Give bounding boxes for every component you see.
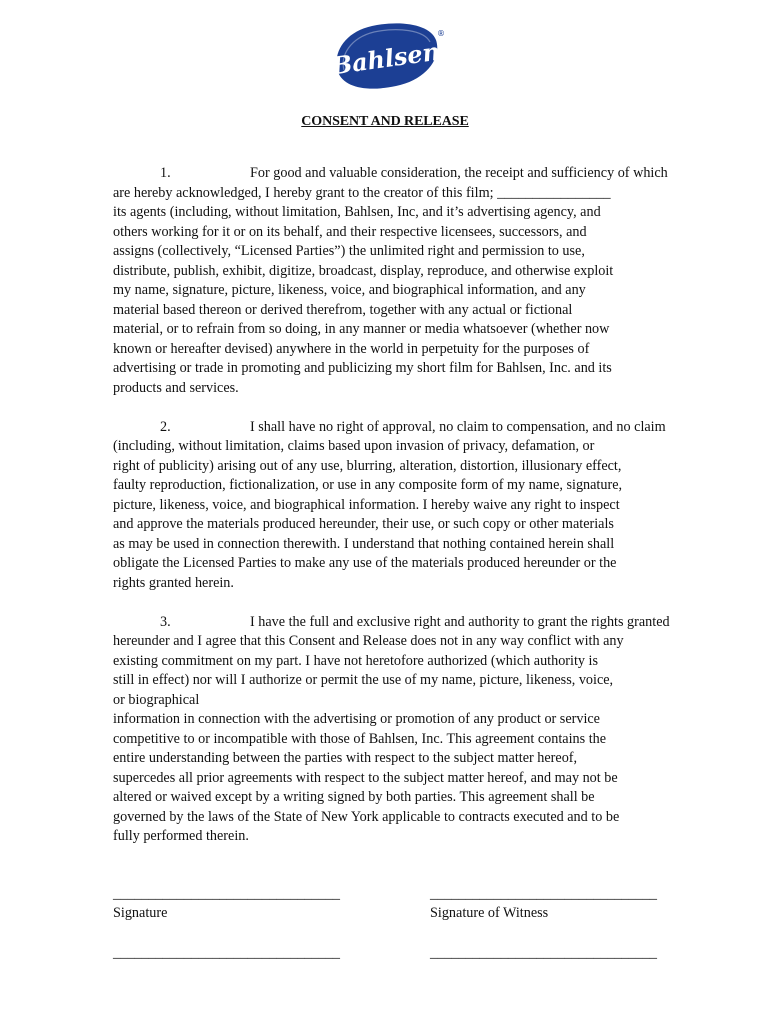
paragraph-text: picture, likeness, voice, and biographical information. I hereby waive any right to inspect (113, 496, 620, 513)
paragraph-line (113, 515, 661, 535)
paragraph-text: material based thereon or derived therefrom, together with any actual or fictional (113, 301, 573, 318)
paragraph-text: others working for it or on its behalf, and their respective licensees, successors, and (113, 223, 587, 240)
paragraph-line (113, 574, 661, 594)
document-body (113, 164, 670, 866)
registered-mark: ® (437, 29, 445, 38)
paragraph-line (113, 340, 661, 360)
paragraph-text: right of publicity) arising out of any use, blurring, alteration, distortion, illusionary effect, (113, 457, 622, 474)
paragraph-line (113, 730, 661, 750)
paragraph-text: assigns (collectively, “Licensed Parties”) the unlimited right and permission to use, (113, 243, 585, 259)
paragraph-text: supercedes all prior agreements with respect to the subject matter hereof, and may not be (113, 769, 618, 786)
paragraph-text: altered or waived except by a writing signed by both parties. This agreement shall be (113, 789, 595, 805)
paragraph-text: products and services. (113, 379, 239, 396)
signature-line[interactable]: ________________________________ (113, 886, 340, 902)
paragraph-3 (113, 613, 670, 847)
paragraph-text: advertising or trade in promoting and publicizing my short film for Bahlsen, Inc. and its (113, 360, 612, 376)
paragraph-text: faulty reproduction, fictionalization, or use in any composite form of my name, signature, (113, 477, 623, 493)
paragraph-line (113, 710, 661, 730)
paragraph-line (113, 691, 661, 711)
paragraph-text: I have the full and exclusive right and authority to grant the rights granted (250, 613, 670, 630)
paragraph-text: rights granted herein. (113, 574, 234, 591)
paragraph-text: information in connection with the advertising or promotion of any product or service (113, 711, 600, 727)
paragraph-line (113, 769, 661, 789)
document-title: CONSENT AND RELEASE (301, 114, 469, 129)
paragraph-text: For good and valuable consideration, the receipt and sufficiency of which (250, 165, 668, 181)
witness-printed-name-block (430, 945, 657, 962)
printed-name-line[interactable]: ________________________________ (113, 945, 340, 961)
paragraph-number: 3. (160, 613, 171, 630)
paragraph-line (113, 418, 666, 438)
paragraph-text: are hereby acknowledged, I hereby grant to the creator of this film; ________________ (113, 184, 611, 201)
paragraph-line (113, 788, 661, 808)
witness-signature-block (430, 886, 657, 922)
paragraph-line (113, 827, 661, 847)
paragraph-text: obligate the Licensed Parties to make any use of the materials produced hereunder or the (113, 555, 617, 571)
paragraph-text: known or hereafter devised) anywhere in the world in perpetuity for the purposes of (113, 340, 590, 357)
paragraph-text: material, or to refrain from so doing, in any manner or media whatsoever (whether now (113, 321, 610, 337)
paragraph-line (113, 554, 661, 574)
paragraph-line (113, 242, 661, 262)
paragraph-line (113, 671, 661, 691)
paragraph-2 (113, 418, 666, 594)
paragraph-line (113, 164, 668, 184)
paragraph-line (113, 359, 661, 379)
paragraph-text: as may be used in connection therewith. I understand that nothing contained herein shall (113, 535, 615, 552)
paragraph-line (113, 262, 661, 282)
paragraph-text: my name, signature, picture, likeness, voice, and biographical information, and any (113, 282, 586, 298)
paragraph-number: 2. (160, 418, 171, 435)
signature-block (113, 886, 340, 922)
paragraph-text: fully performed therein. (113, 828, 249, 844)
paragraph-line (113, 535, 661, 555)
paragraph-line (113, 203, 661, 223)
witness-printed-name-line[interactable]: ________________________________ (430, 945, 657, 961)
witness-signature-line[interactable]: ________________________________ (430, 886, 657, 902)
paragraph-line (113, 613, 670, 633)
paragraph-line (113, 437, 661, 457)
paragraph-line (113, 457, 661, 477)
paragraph-line (113, 320, 661, 340)
paragraph-line (113, 301, 661, 321)
paragraph-text: I shall have no right of approval, no claim to compensation, and no claim (250, 418, 666, 435)
paragraph-line (113, 184, 661, 204)
paragraph-line (113, 281, 661, 301)
bahlsen-logo (326, 20, 446, 92)
paragraph-text: entire understanding between the parties with respect to the subject matter hereof, (113, 750, 578, 766)
paragraph-line (113, 652, 661, 672)
paragraph-text: or biographical (113, 691, 200, 708)
paragraph-text: hereunder and I agree that this Consent and Release does not in any way conflict with any (113, 633, 624, 649)
paragraph-text: (including, without limitation, claims based upon invasion of privacy, defamation, or (113, 438, 595, 454)
paragraph-line (113, 223, 661, 243)
paragraph-text: distribute, publish, exhibit, digitize, broadcast, display, reproduce, and otherwise exploit (113, 262, 614, 279)
paragraph-text: competitive to or incompatible with those of Bahlsen, Inc. This agreement contains the (113, 730, 607, 747)
paragraph-line (113, 808, 661, 828)
paragraph-line (113, 496, 661, 516)
paragraph-line (113, 632, 661, 652)
logo-wordmark: Bahlsen (329, 36, 442, 81)
paragraph-number: 1. (160, 165, 171, 181)
paragraph-text: governed by the laws of the State of New York applicable to contracts executed and to be (113, 808, 620, 825)
bahlsen-logo-graphic (326, 20, 446, 92)
signature-label: Signature (113, 905, 168, 921)
witness-signature-label: Signature of Witness (430, 905, 549, 921)
paragraph-1 (113, 164, 668, 398)
paragraph-text: its agents (including, without limitation, Bahlsen, Inc, and it’s advertising agency, and (113, 204, 601, 220)
paragraph-text: still in effect) nor will I authorize or permit the use of my name, picture, likeness, voice, (113, 672, 614, 688)
paragraph-line (113, 749, 661, 769)
printed-name-block (113, 945, 340, 962)
paragraph-line (113, 379, 661, 399)
paragraph-text: existing commitment on my part. I have not heretofore authorized (which authority is (113, 652, 599, 669)
paragraph-text: and approve the materials produced hereunder, their use, or such copy or other materials (113, 516, 614, 532)
paragraph-line (113, 476, 661, 496)
